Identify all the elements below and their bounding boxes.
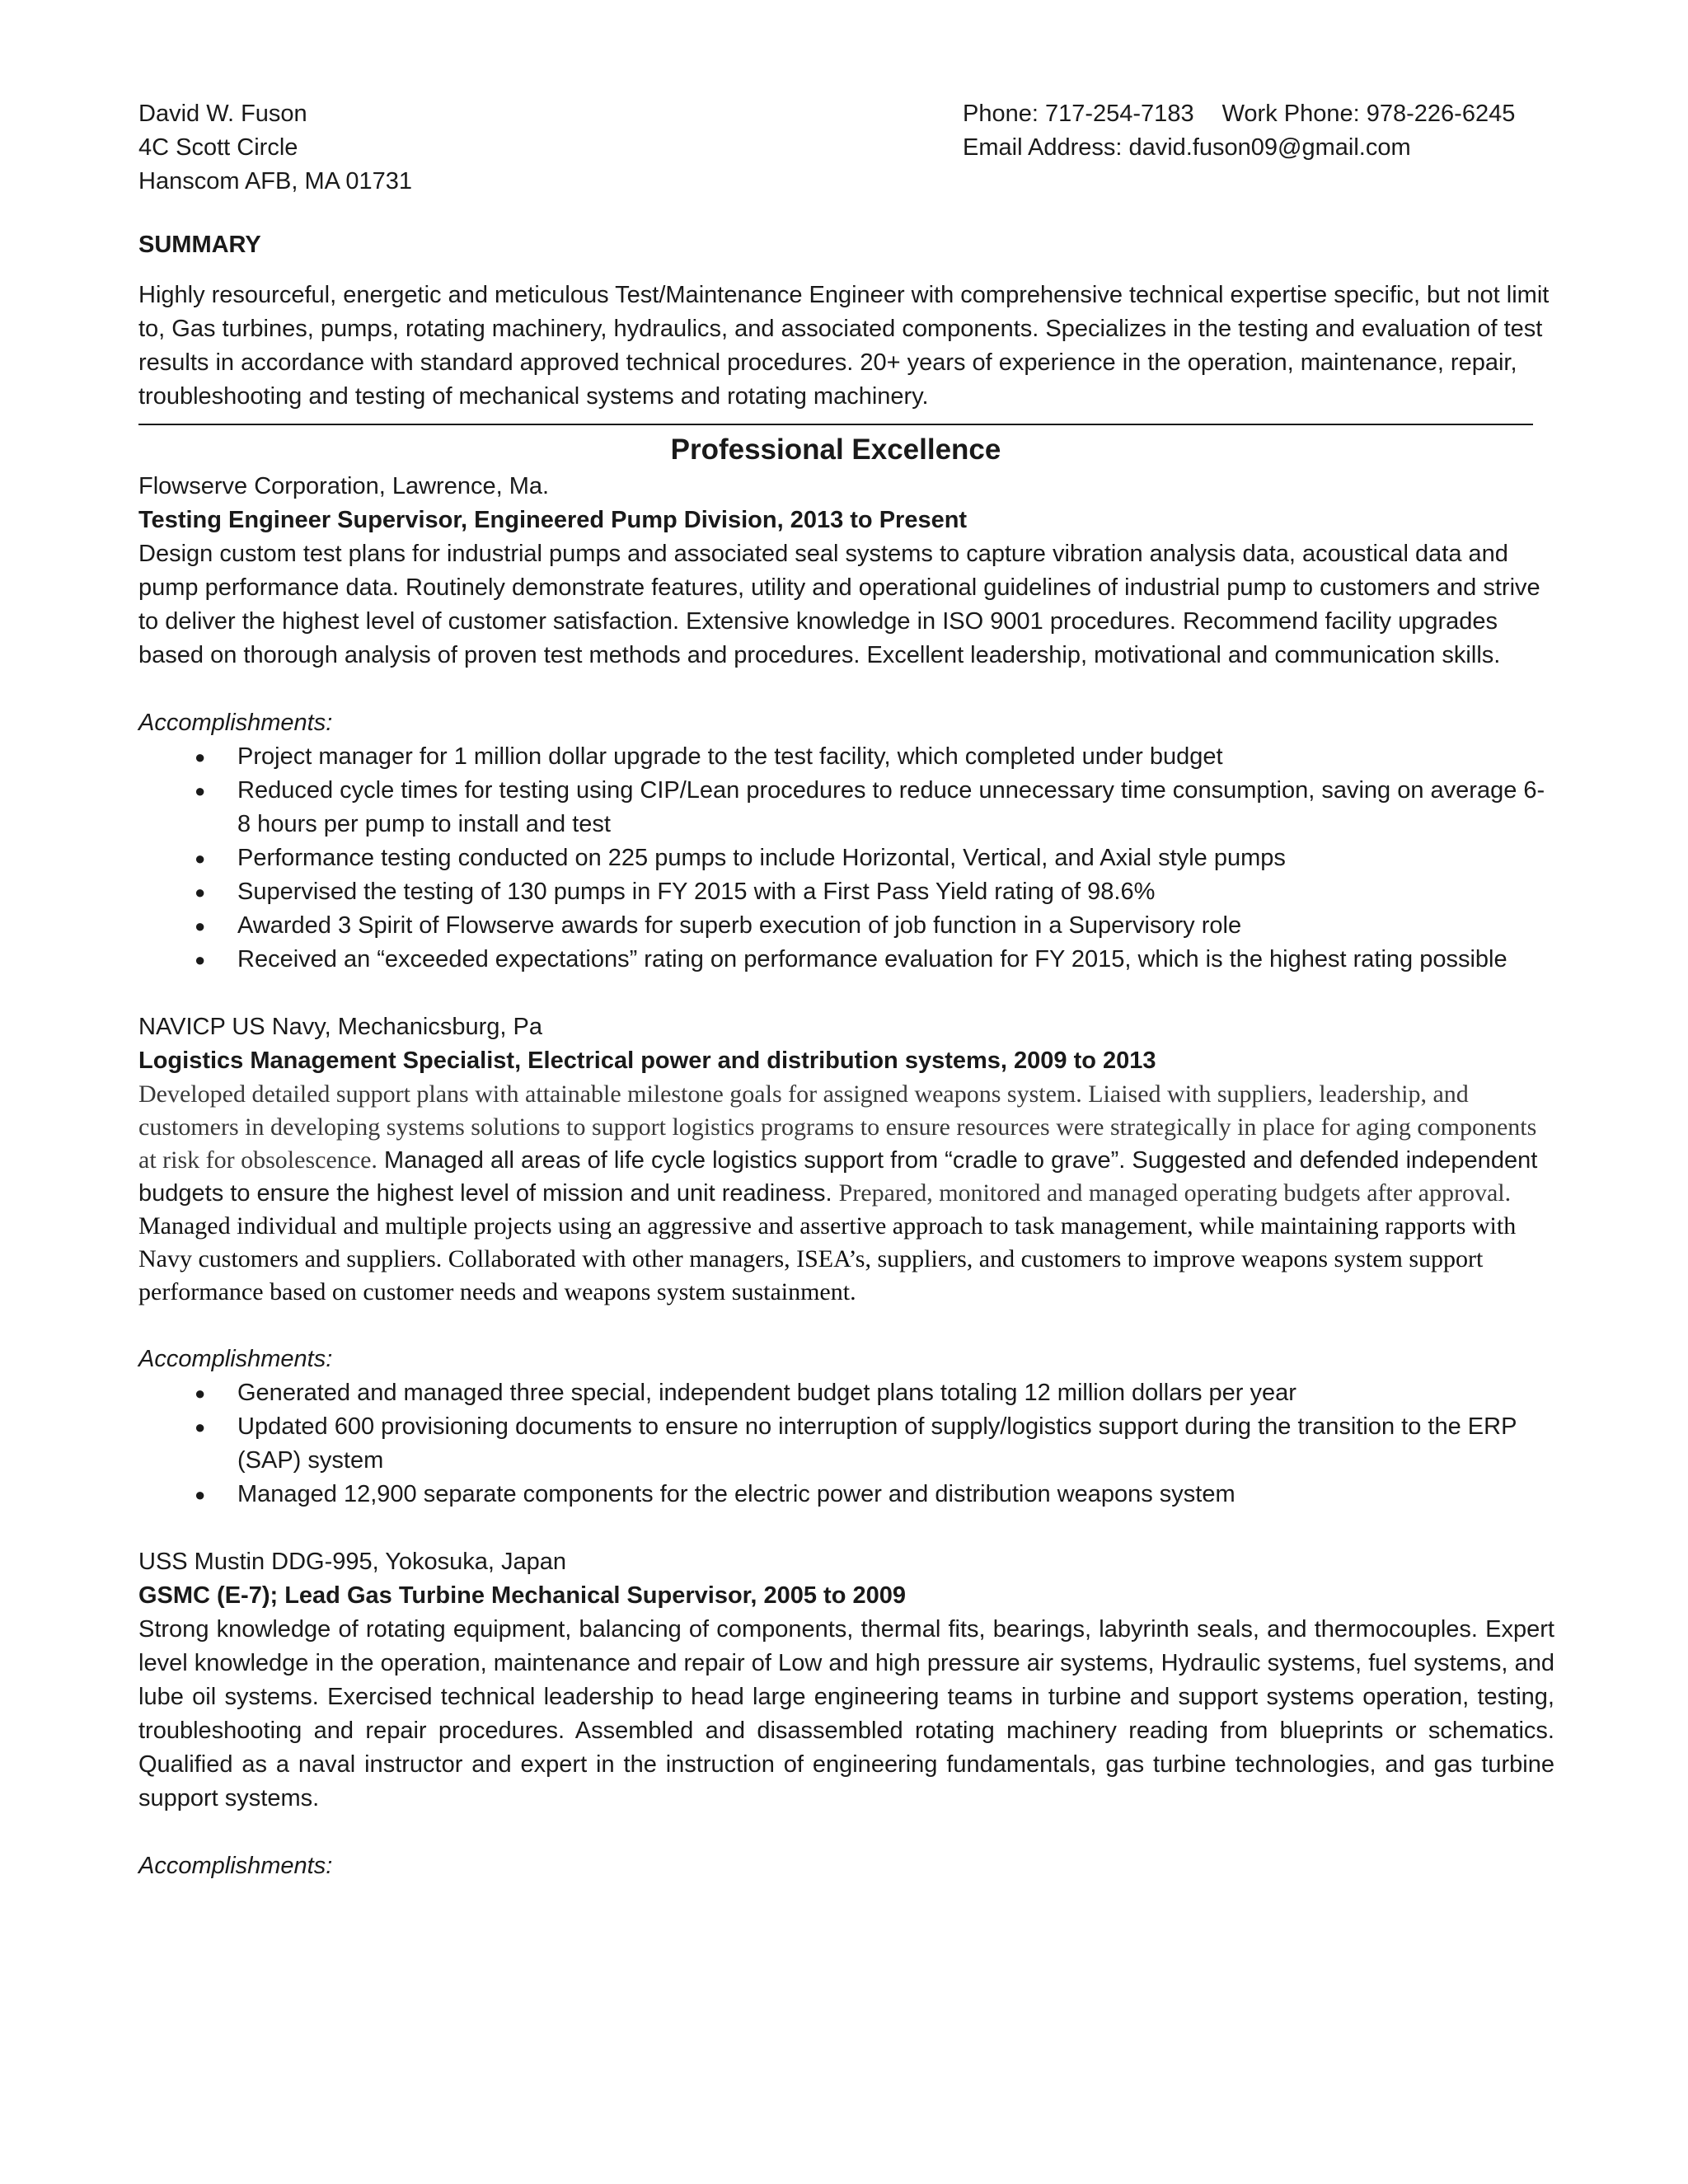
contact-right — [963, 97, 1554, 199]
address-line-1: 4C Scott Circle — [138, 134, 298, 161]
list-item-text: Awarded 3 Spirit of Flowserve awards for superb execution of job function in a Supervisory role — [237, 912, 1242, 939]
job-1-accomplishments — [138, 740, 1554, 977]
address-line-2: Hanscom AFB, MA 01731 — [138, 168, 413, 194]
list-item-text: Performance testing conducted on 225 pumps to include Horizontal, Vertical, and Axial style pumps — [237, 845, 1286, 871]
list-item — [138, 1410, 1554, 1478]
job-2-accomplishments-label: Accomplishments: — [138, 1346, 333, 1372]
bullet-icon: ● — [195, 949, 206, 970]
bullet-icon: ● — [195, 780, 206, 801]
summary-label: SUMMARY — [138, 232, 261, 258]
email: Email Address: david.fuson09@gmail.com — [963, 134, 1411, 161]
list-item-text: Generated and managed three special, independent budget plans totaling 12 million dollars per year — [237, 1380, 1296, 1406]
job-3-title: GSMC (E-7); Lead Gas Turbine Mechanical Supervisor, 2005 to 2009 — [138, 1582, 906, 1609]
list-item — [138, 909, 1554, 943]
list-item-text: Managed 12,900 separate components for the electric power and distribution weapons system — [237, 1481, 1236, 1507]
summary-text: Highly resourceful, energetic and meticulous Test/Maintenance Engineer with comprehensive technical expertise specific, but not limit to, Gas turbines, pumps, rotating machinery, hydraulics, and associated components. Specializes in the testing and evaluation of test results in accordance with standard approved technical procedures. 20+ years of experience in the operation, maintenance, repair, troubleshooting and testing of mechanical systems and rotating machinery. — [138, 282, 1550, 410]
bullet-icon: ● — [195, 1383, 206, 1404]
job-2-description-part-2: Managed all areas of life cycle logistics support from “cradle to grave”. Suggested and defended independent budgets to ensure the highest level of mission and unit readiness. — [138, 1147, 1538, 1207]
contact-left — [138, 97, 412, 199]
resume-page — [138, 97, 1554, 1883]
bullet-icon: ● — [195, 848, 206, 869]
job-1-accomplishments-label: Accomplishments: — [138, 710, 333, 736]
work-phone: Work Phone: 978-226-6245 — [1221, 101, 1516, 127]
list-item-text: Reduced cycle times for testing using CIP/Lean procedures to reduce unnecessary time consumption, saving on average 6-8 hours per pump to install and test — [237, 777, 1545, 837]
job-1-description: Design custom test plans for industrial pumps and associated seal systems to capture vibration analysis data, acoustical data and pump performance data. Routinely demonstrate features, utility and operational guidelines of industrial pump to customers and strive to deliver the highest level of customer satisfaction. Extensive knowledge in ISO 9001 procedures. Recommend facility upgrades based on thorough analysis of proven test methods and procedures. Excellent leadership, motivational and communication skills. — [138, 541, 1540, 668]
list-item-text: Project manager for 1 million dollar upgrade to the test facility, which completed under budget — [237, 743, 1223, 770]
contact-header — [138, 97, 1554, 199]
bullet-icon: ● — [195, 1484, 206, 1505]
list-item-text: Updated 600 provisioning documents to ensure no interruption of supply/logistics support during the transition to the ERP (SAP) system — [237, 1413, 1517, 1474]
job-2-description — [138, 1078, 1554, 1309]
bullet-icon: ● — [195, 1417, 206, 1437]
job-2-title: Logistics Management Specialist, Electrical power and distribution systems, 2009 to 2013 — [138, 1047, 1156, 1074]
job-2-org: NAVICP US Navy, Mechanicsburg, Pa — [138, 1014, 542, 1040]
section-divider — [138, 424, 1533, 425]
list-item-text: Received an “exceeded expectations” rating on performance evaluation for FY 2015, which is the highest rating possible — [237, 946, 1507, 972]
bullet-icon: ● — [195, 916, 206, 936]
list-item-text: Supervised the testing of 130 pumps in FY 2015 with a First Pass Yield rating of 98.6% — [237, 879, 1156, 905]
bullet-icon: ● — [195, 747, 206, 767]
contact-name: David W. Fuson — [138, 101, 307, 127]
job-2-description-part-3: Prepared, monitored and managed operating budgets after approval. — [838, 1179, 1512, 1207]
professional-excellence-heading: Professional Excellence — [670, 434, 1001, 466]
job-2-accomplishments — [138, 1376, 1554, 1511]
phone: Phone: 717-254-7183 — [963, 101, 1194, 127]
list-item — [138, 875, 1554, 909]
list-item — [138, 943, 1554, 977]
job-3-accomplishments-label: Accomplishments: — [138, 1853, 333, 1879]
job-1-org: Flowserve Corporation, Lawrence, Ma. — [138, 473, 550, 499]
list-item — [138, 841, 1554, 875]
list-item — [138, 1376, 1554, 1410]
job-2-description-part-4: Managed individual and multiple projects using an aggressive and assertive approach to task management, while maintaining rapports with Navy customers and suppliers. Collaborated with other managers, ISEA’s, suppliers, and customers to improve weapons system support performance based on customer needs and weapons system sustainment. — [138, 1212, 1517, 1305]
list-item — [138, 740, 1554, 774]
list-item — [138, 1478, 1554, 1511]
job-3-org: USS Mustin DDG-995, Yokosuka, Japan — [138, 1549, 567, 1575]
list-item — [138, 774, 1554, 841]
job-3-description: Strong knowledge of rotating equipment, balancing of components, thermal fits, bearings, labyrinth seals, and thermocouples. Expert level knowledge in the operation, maintenance and repair of Low and high pressure air systems, Hydraulic systems, fuel systems, and lube oil systems. Exercised technical leadership to head large engineering teams in turbine and support systems operation, testing, troubleshooting and repair procedures. Assembled and disassembled rotating machinery reading from blueprints or schematics. Qualified as a naval instructor and expert in the instruction of engineering fundamentals, gas turbine technologies, and gas turbine support systems. — [138, 1616, 1554, 1811]
phone-line — [963, 97, 1554, 131]
job-1-title: Testing Engineer Supervisor, Engineered Pump Division, 2013 to Present — [138, 507, 968, 533]
bullet-icon: ● — [195, 882, 206, 902]
job-2-description-part-1: Developed detailed support plans with attainable milestone goals for assigned weapons system. Liaised with suppliers, leadership, and customers in developing systems solutions to support logistics programs to ensure resources were strategically in place for aging components at risk for obsolescence. — [138, 1080, 1537, 1174]
